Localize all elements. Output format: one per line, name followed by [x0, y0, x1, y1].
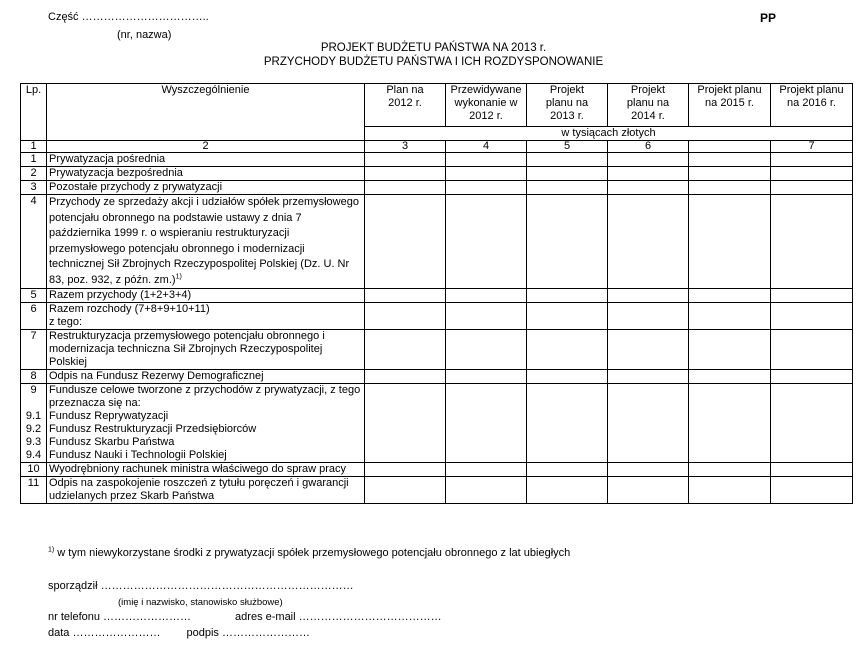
value-cell[interactable] — [608, 449, 689, 463]
col-header-project-2014: Projekt planu na 2014 r. — [608, 84, 689, 127]
value-cell[interactable] — [608, 436, 689, 449]
value-cell[interactable] — [771, 410, 853, 423]
document-subtitle: PRZYCHODY BUDŻETU PAŃSTWA I ICH ROZDYSPONOWANIE — [263, 56, 604, 68]
value-cell[interactable] — [608, 181, 689, 195]
phone-field: nr telefonu …………………… — [48, 611, 192, 623]
value-cell[interactable] — [689, 370, 771, 384]
row-number: 8 — [21, 370, 47, 384]
value-cell[interactable] — [365, 423, 446, 436]
value-cell[interactable] — [365, 410, 446, 423]
column-number: 2 — [47, 141, 365, 153]
value-cell[interactable] — [446, 303, 527, 330]
value-cell[interactable] — [446, 370, 527, 384]
value-cell[interactable] — [771, 289, 853, 303]
footnote-mark: 1) — [48, 546, 55, 554]
row-number: 1 — [21, 153, 47, 167]
value-cell[interactable] — [365, 330, 446, 370]
unit-label: w tysiącach złotych — [365, 127, 853, 141]
col-header-expected-2012: Przewidywane wykonanie w 2012 r. — [446, 84, 527, 127]
row-number: 6 — [21, 303, 47, 330]
value-cell[interactable] — [771, 330, 853, 370]
value-cell[interactable] — [365, 463, 446, 477]
value-cell[interactable] — [365, 370, 446, 384]
row-description-text: Restrukturyzacja przemysłowego potencjału obronnego i modernizacja techniczna Sił Zbrojnych Rzeczypospolitej Polskiej — [49, 330, 325, 368]
value-cell[interactable] — [527, 167, 608, 181]
value-cell[interactable] — [527, 289, 608, 303]
value-cell[interactable] — [771, 303, 853, 330]
value-cell[interactable] — [446, 167, 527, 181]
value-cell[interactable] — [365, 449, 446, 463]
table-row — [21, 463, 853, 477]
col-header-lp: Lp. — [21, 84, 47, 141]
row-description — [47, 410, 365, 423]
value-cell[interactable] — [608, 410, 689, 423]
value-cell[interactable] — [608, 463, 689, 477]
value-cell[interactable] — [527, 477, 608, 504]
row-number: 9.2 — [21, 423, 47, 436]
value-cell[interactable] — [527, 410, 608, 423]
col-header-project-2015: Projekt planu na 2015 r. — [689, 84, 771, 127]
value-cell[interactable] — [689, 153, 771, 167]
table-row — [21, 303, 853, 330]
date-field: data …………………… — [48, 627, 161, 639]
row-description-text: Prywatyzacja bezpośrednia — [49, 167, 183, 179]
row-number: 9.3 — [21, 436, 47, 449]
table-row — [21, 423, 853, 436]
value-cell[interactable] — [689, 167, 771, 181]
row-description — [47, 436, 365, 449]
value-cell[interactable] — [365, 384, 446, 411]
value-cell[interactable] — [527, 370, 608, 384]
row-description — [47, 449, 365, 463]
row-number: 7 — [21, 330, 47, 370]
row-description — [47, 303, 365, 330]
table-row — [21, 477, 853, 504]
col-header-project-2013: Projekt planu na 2013 r. — [527, 84, 608, 127]
column-number: 5 — [527, 141, 608, 153]
row-description — [47, 477, 365, 504]
table-row — [21, 195, 853, 289]
value-cell[interactable] — [771, 370, 853, 384]
col-header-description: Wyszczególnienie — [47, 84, 365, 141]
row-description-text: Fundusz Restrukturyzacji Przedsiębiorców — [49, 423, 257, 435]
value-cell[interactable] — [527, 195, 608, 289]
value-cell[interactable] — [446, 477, 527, 504]
row-description-text: Razem rozchody (7+8+9+10+11) — [49, 303, 210, 315]
budget-table — [20, 83, 853, 504]
value-cell[interactable] — [527, 423, 608, 436]
value-cell[interactable] — [365, 289, 446, 303]
row-description-text: Odpis na Fundusz Rezerwy Demograficznej — [49, 370, 264, 382]
value-cell[interactable] — [527, 330, 608, 370]
row-number: 5 — [21, 289, 47, 303]
value-cell[interactable] — [527, 449, 608, 463]
form-code: PP — [760, 11, 777, 25]
value-cell[interactable] — [689, 477, 771, 504]
value-cell[interactable] — [446, 289, 527, 303]
value-cell[interactable] — [446, 410, 527, 423]
value-cell[interactable] — [527, 303, 608, 330]
prepared-by-hint: (imię i nazwisko, stanowisko służbowe) — [118, 597, 283, 608]
col-header-project-2016: Projekt planu na 2016 r. — [771, 84, 853, 127]
column-number: 6 — [608, 141, 689, 153]
row-description — [47, 370, 365, 384]
table-row — [21, 330, 853, 370]
column-number: 7 — [771, 141, 853, 153]
row-description — [47, 195, 365, 289]
table-row — [21, 370, 853, 384]
row-description — [47, 167, 365, 181]
value-cell[interactable] — [689, 303, 771, 330]
row-number: 10 — [21, 463, 47, 477]
row-number: 9 — [21, 384, 47, 411]
value-cell[interactable] — [608, 167, 689, 181]
value-cell[interactable] — [608, 330, 689, 370]
value-cell[interactable] — [608, 303, 689, 330]
row-description — [47, 289, 365, 303]
value-cell[interactable] — [689, 384, 771, 411]
value-cell[interactable] — [527, 463, 608, 477]
row-description — [47, 181, 365, 195]
row-description-text: Fundusze celowe tworzone z przychodów z prywatyzacji, z tego przeznacza się na: — [49, 384, 361, 409]
table-row — [21, 153, 853, 167]
value-cell[interactable] — [527, 384, 608, 411]
row-description-subtext: z tego: — [49, 316, 83, 328]
column-number-row — [21, 141, 853, 153]
row-number: 9.4 — [21, 449, 47, 463]
row-description-text: Fundusz Reprywatyzacji — [49, 410, 169, 422]
value-cell[interactable] — [689, 330, 771, 370]
value-cell[interactable] — [689, 423, 771, 436]
value-cell[interactable] — [608, 289, 689, 303]
row-description-text: Razem przychody (1+2+3+4) — [49, 289, 192, 301]
value-cell[interactable] — [527, 181, 608, 195]
row-description-text: Prywatyzacja pośrednia — [49, 153, 166, 165]
value-cell[interactable] — [446, 330, 527, 370]
budget-table-wrapper — [20, 83, 852, 504]
table-body — [21, 153, 853, 504]
row-description — [47, 384, 365, 411]
row-description-text: Fundusz Nauki i Technologii Polskiej — [49, 449, 227, 461]
row-description-text: Pozostałe przychody z prywatyzacji — [49, 181, 223, 193]
row-description-text: Przychody ze sprzedaży akcji i udziałów spółek przemysłowego potencjału obronnego na podstawie ustawy z dnia 7 października 1999 r. o wspieraniu restrukturyzacji przemysłowego potencjału obronnego i modernizacji technicznej Sił Zbrojnych Rzeczypospolitej Polskiej (Dz. U. Nr 83, poz. 932, z późn. zm.) — [49, 196, 359, 286]
table-row — [21, 410, 853, 423]
signature-field: podpis …………………… — [186, 627, 310, 639]
value-cell[interactable] — [365, 303, 446, 330]
value-cell[interactable] — [608, 423, 689, 436]
part-label-hint: (nr, nazwa) — [117, 29, 172, 41]
value-cell[interactable] — [771, 181, 853, 195]
date-signature-line — [48, 627, 310, 639]
value-cell[interactable] — [771, 423, 853, 436]
value-cell[interactable] — [689, 181, 771, 195]
footnote-text: w tym niewykorzystane środki z prywatyzacji spółek przemysłowego potencjału obronnego z lat ubiegłych — [57, 547, 571, 559]
value-cell[interactable] — [771, 436, 853, 449]
column-number — [689, 141, 771, 153]
value-cell[interactable] — [771, 477, 853, 504]
value-cell[interactable] — [608, 153, 689, 167]
header-row — [21, 84, 853, 127]
value-cell[interactable] — [689, 463, 771, 477]
table-row — [21, 436, 853, 449]
prepared-by-line: sporządził …………………………………………………………… — [48, 580, 354, 592]
table-row — [21, 289, 853, 303]
table-row — [21, 167, 853, 181]
table-row — [21, 181, 853, 195]
value-cell[interactable] — [446, 153, 527, 167]
table-row — [21, 449, 853, 463]
value-cell[interactable] — [608, 384, 689, 411]
value-cell[interactable] — [365, 477, 446, 504]
value-cell[interactable] — [446, 436, 527, 449]
value-cell[interactable] — [527, 153, 608, 167]
value-cell[interactable] — [771, 463, 853, 477]
value-cell[interactable] — [689, 449, 771, 463]
row-description — [47, 153, 365, 167]
value-cell[interactable] — [365, 195, 446, 289]
table-row — [21, 384, 853, 411]
value-cell[interactable] — [689, 289, 771, 303]
value-cell[interactable] — [365, 153, 446, 167]
value-cell[interactable] — [689, 436, 771, 449]
value-cell[interactable] — [365, 436, 446, 449]
contact-line — [48, 611, 442, 623]
value-cell[interactable] — [771, 195, 853, 289]
row-description-text: Fundusz Skarbu Państwa — [49, 436, 175, 448]
value-cell[interactable] — [771, 167, 853, 181]
value-cell[interactable] — [446, 449, 527, 463]
row-description — [47, 463, 365, 477]
email-field: adres e-mail ………………………………… — [235, 611, 442, 623]
row-number: 9.1 — [21, 410, 47, 423]
footnote-reference: 1) — [175, 272, 182, 280]
document-title: PROJEKT BUDŻETU PAŃSTWA NA 2013 r. — [320, 42, 547, 54]
value-cell[interactable] — [365, 181, 446, 195]
value-cell[interactable] — [608, 370, 689, 384]
row-description-text: Odpis na zaspokojenie roszczeń z tytułu poręczeń i gwarancji udzielanych przez Skarb Państwa — [49, 477, 349, 502]
value-cell[interactable] — [446, 463, 527, 477]
value-cell[interactable] — [446, 384, 527, 411]
value-cell[interactable] — [608, 195, 689, 289]
column-number: 3 — [365, 141, 446, 153]
col-header-plan-2012: Plan na 2012 r. — [365, 84, 446, 127]
footnote — [48, 547, 570, 559]
column-number: 1 — [21, 141, 47, 153]
value-cell[interactable] — [689, 195, 771, 289]
row-number: 2 — [21, 167, 47, 181]
row-description-text: Wyodrębniony rachunek ministra właściwego do spraw pracy — [49, 463, 347, 475]
row-number: 3 — [21, 181, 47, 195]
value-cell[interactable] — [527, 436, 608, 449]
part-label: Część …………………………….. — [48, 11, 209, 23]
row-number: 11 — [21, 477, 47, 504]
value-cell[interactable] — [771, 153, 853, 167]
value-cell[interactable] — [771, 449, 853, 463]
row-description — [47, 423, 365, 436]
value-cell[interactable] — [446, 423, 527, 436]
value-cell[interactable] — [608, 477, 689, 504]
value-cell[interactable] — [365, 167, 446, 181]
value-cell[interactable] — [689, 410, 771, 423]
value-cell[interactable] — [771, 384, 853, 411]
value-cell[interactable] — [446, 195, 527, 289]
row-number: 4 — [21, 195, 47, 289]
value-cell[interactable] — [446, 181, 527, 195]
column-number: 4 — [446, 141, 527, 153]
row-description — [47, 330, 365, 370]
